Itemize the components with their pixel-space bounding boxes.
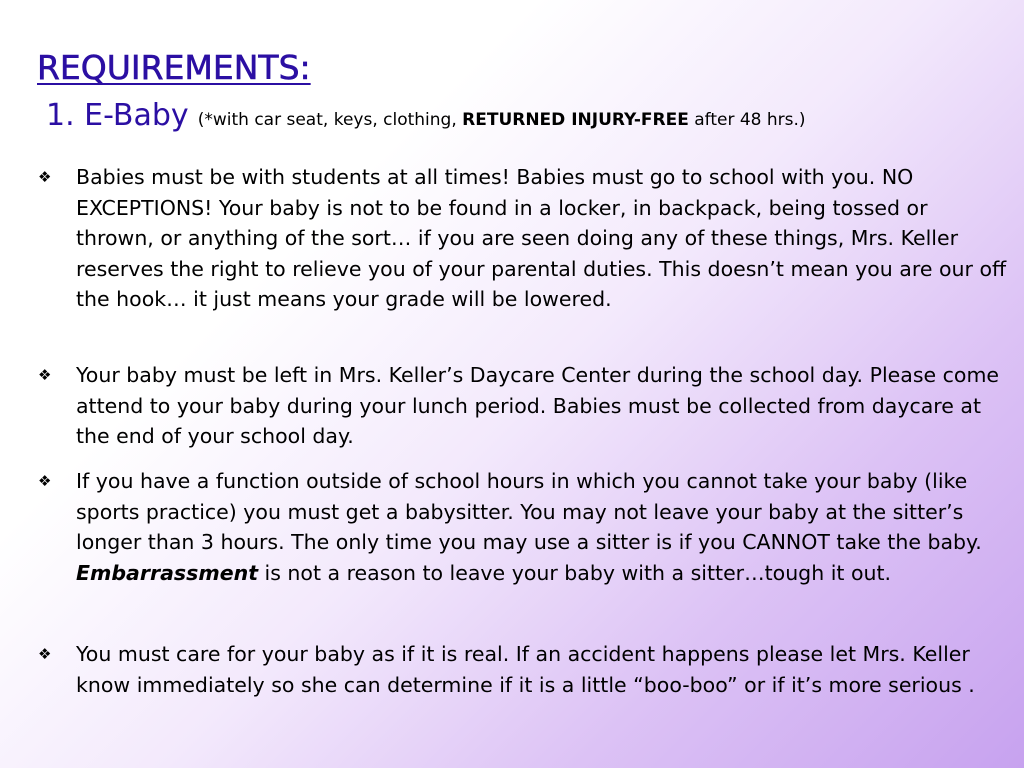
subtitle-note-suffix: after 48 hrs.): [694, 110, 806, 130]
bullet-item: [36, 639, 1011, 700]
bullet-item: [36, 466, 1011, 588]
bullet-text: [76, 466, 1011, 588]
diamond-bullet-icon: ❖: [38, 645, 52, 663]
bullet-emphasis: Embarrassment: [76, 560, 258, 585]
bullet-text: You must care for your baby as if it is real. If an accident happens please let Mrs. Keller know immediately so she can determine if it is a little “boo-boo” or if it’s more serious .: [76, 642, 975, 697]
bullet-text-after: is not a reason to leave your baby with a sitter…tough it out.: [258, 560, 892, 585]
subtitle-note-bold: RETURNED INJURY-FREE: [462, 110, 689, 130]
bullet-item: [36, 360, 1011, 452]
subtitle-note-prefix: (*with car seat, keys, clothing,: [197, 110, 457, 130]
diamond-bullet-icon: ❖: [38, 472, 52, 490]
bullet-text: Your baby must be left in Mrs. Keller’s Daycare Center during the school day. Please come attend to your baby during your lunch period. Babies must be collected from daycare at the end of your school day.: [76, 363, 1000, 448]
bullet-text-before: If you have a function outside of school hours in which you cannot take your baby (like sports practice) you must get a babysitter. You may not leave your baby at the sitter’s longer than 3 hours. The only time you may use a sitter is if you CANNOT take the baby.: [76, 469, 982, 554]
subtitle-main: 1. E-Baby: [46, 98, 189, 133]
diamond-bullet-icon: ❖: [38, 366, 52, 384]
diamond-bullet-icon: ❖: [38, 168, 52, 186]
slide-title: REQUIREMENTS:: [37, 48, 311, 87]
bullet-text: Babies must be with students at all times! Babies must go to school with you. NO EXCEPTIONS! Your baby is not to be found in a locker, in backpack, being tossed or thrown, or anything of the sort… if you are seen doing any of these things, Mrs. Keller reserves the right to relieve you of your parental duties. This doesn’t mean you are our off the hook… it just means your grade will be lowered.: [76, 165, 1007, 311]
bullet-item: [36, 162, 1011, 315]
